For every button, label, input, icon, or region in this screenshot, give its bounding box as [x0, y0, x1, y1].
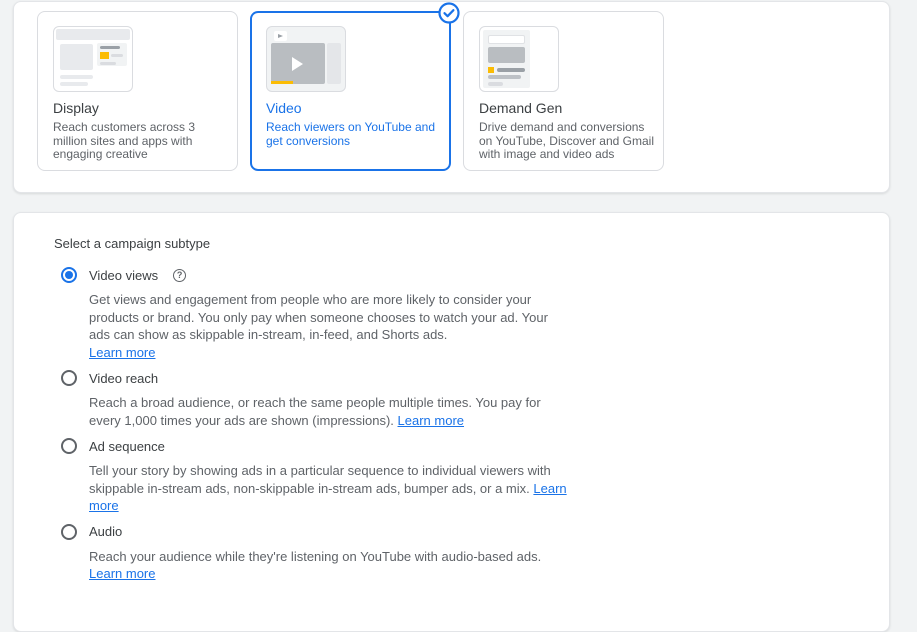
radio-button[interactable]	[61, 524, 77, 540]
option-description	[89, 394, 567, 429]
learn-more-link[interactable]: Learn more	[397, 412, 465, 428]
help-icon[interactable]: ?	[173, 269, 186, 282]
learn-more-link[interactable]: Learn more	[89, 344, 156, 360]
radio-row-video-reach[interactable]	[61, 369, 849, 387]
card-description: Drive demand and conversions on YouTube, Discover and Gmail with image and video ads	[479, 120, 654, 161]
display-ad-thumbnail-icon	[53, 26, 133, 92]
subtype-option-video-views	[61, 266, 849, 361]
radio-label: Audio	[89, 524, 123, 539]
campaign-type-card-display[interactable]	[37, 11, 238, 171]
radio-row-video-views[interactable]	[61, 266, 849, 284]
radio-button[interactable]	[61, 438, 77, 454]
card-title: Display	[53, 100, 99, 116]
radio-button[interactable]	[61, 267, 77, 283]
radio-label: Ad sequence	[89, 438, 165, 454]
campaign-subtype-panel	[13, 212, 890, 632]
subtype-option-ad-sequence	[61, 437, 849, 515]
subtype-heading: Select a campaign subtype	[54, 236, 211, 251]
campaign-type-card-list	[37, 11, 889, 171]
card-description: Reach customers across 3 million sites and apps with engaging creative	[53, 120, 196, 161]
learn-more-link[interactable]: Learn more	[89, 480, 567, 513]
card-title: Video	[266, 100, 302, 116]
radio-button[interactable]	[61, 370, 77, 386]
subtype-option-audio	[61, 523, 849, 583]
selected-check-icon	[438, 2, 460, 24]
option-description	[89, 548, 567, 583]
card-title: Demand Gen	[479, 100, 563, 116]
radio-row-audio[interactable]	[61, 523, 849, 541]
campaign-type-panel	[13, 1, 890, 193]
radio-row-ad-sequence[interactable]	[61, 437, 849, 455]
card-description: Reach viewers on YouTube and get conversions	[266, 120, 436, 148]
option-description-text: Reach a broad audience, or reach the same people multiple times. You pay for every 1,000 times your ads are shown (impressions).	[89, 395, 541, 428]
demand-gen-ad-thumbnail-icon	[479, 26, 559, 92]
option-description	[89, 462, 567, 515]
video-ad-thumbnail-icon	[266, 26, 346, 92]
campaign-type-card-demand-gen[interactable]	[463, 11, 664, 171]
campaign-type-card-video[interactable]	[250, 11, 451, 171]
option-description-text: Tell your story by showing ads in a particular sequence to individual viewers with skippable in-stream ads, non-skippable in-stream ads, bumper ads, or a mix.	[89, 463, 551, 496]
learn-more-link[interactable]: Learn more	[89, 566, 156, 581]
radio-label: Video reach	[89, 370, 159, 386]
option-description	[89, 291, 567, 361]
option-description-text: Reach your audience while they're listening on YouTube with audio-based ads.	[89, 548, 542, 564]
option-description-text: Get views and engagement from people who are more likely to consider your products or brand. You only pay when someone chooses to watch your ad. Your ads can show as skippable in-stream, in-feed, and Shorts ads.	[89, 292, 548, 342]
radio-label: Video views	[89, 267, 159, 283]
subtype-option-video-reach	[61, 369, 849, 429]
